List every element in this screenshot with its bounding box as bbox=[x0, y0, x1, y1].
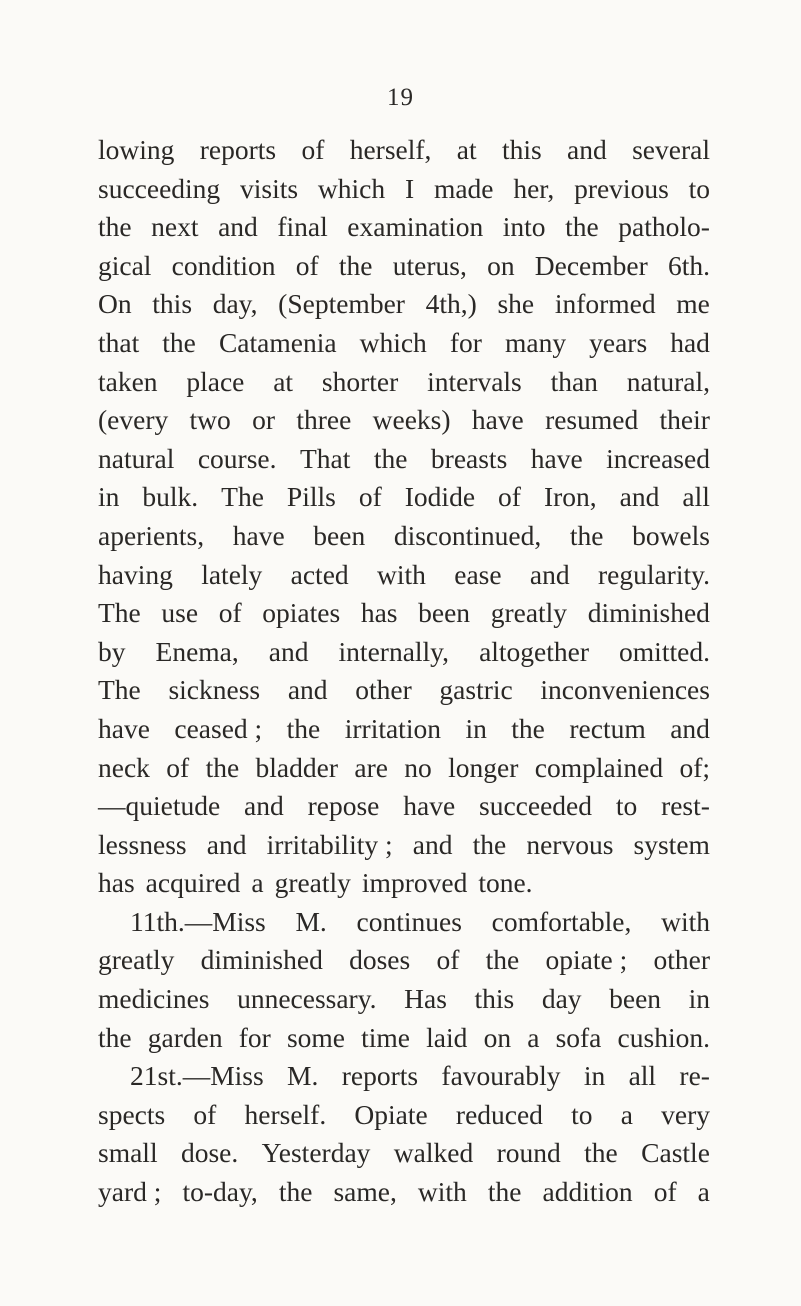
word: comfortable, bbox=[491, 905, 632, 937]
text-line bbox=[98, 285, 710, 324]
word: yard ; bbox=[98, 1176, 162, 1208]
word: time bbox=[361, 1021, 411, 1053]
word: of bbox=[295, 249, 319, 281]
word: visits bbox=[240, 172, 299, 204]
text-line bbox=[98, 903, 710, 942]
word: sickness bbox=[168, 674, 261, 706]
word: system bbox=[633, 828, 710, 860]
word: unnecessary. bbox=[237, 983, 377, 1015]
word: irritability ; bbox=[266, 828, 393, 860]
word: in bbox=[583, 1060, 606, 1092]
word: have bbox=[232, 519, 285, 551]
word: M. bbox=[287, 1060, 319, 1092]
word: continues bbox=[356, 905, 462, 937]
word: has bbox=[98, 867, 135, 899]
word: 4th,) bbox=[425, 288, 477, 320]
word: increased bbox=[606, 442, 710, 474]
word: her, bbox=[513, 172, 555, 204]
word: garden bbox=[147, 1021, 223, 1053]
text-line bbox=[98, 208, 710, 247]
word: longer bbox=[448, 751, 519, 783]
word: on bbox=[483, 1021, 512, 1053]
text-line bbox=[98, 324, 710, 363]
word: previous bbox=[574, 172, 669, 204]
word: of bbox=[358, 481, 382, 513]
word: acquired bbox=[145, 867, 241, 899]
word: sofa bbox=[555, 1021, 602, 1053]
text-line bbox=[98, 363, 710, 402]
word: greatly bbox=[490, 597, 568, 629]
word: internally, bbox=[338, 635, 450, 667]
word: greatly bbox=[274, 867, 351, 899]
word: diminished bbox=[587, 597, 710, 629]
word: or bbox=[252, 404, 276, 436]
word: doses bbox=[349, 944, 411, 976]
word: bowels bbox=[632, 519, 710, 551]
word: at bbox=[273, 365, 294, 397]
word: which bbox=[317, 172, 386, 204]
word: repose bbox=[307, 790, 380, 822]
word: acted bbox=[290, 558, 349, 590]
text-line bbox=[98, 749, 710, 788]
word: in bbox=[98, 481, 120, 513]
word: day bbox=[541, 983, 582, 1015]
word: have bbox=[530, 442, 583, 474]
word: of bbox=[218, 597, 242, 629]
word: taken bbox=[98, 365, 158, 397]
word: and bbox=[206, 828, 247, 860]
word: and bbox=[287, 674, 328, 706]
word: of bbox=[653, 1176, 677, 1208]
word: patholo- bbox=[618, 211, 710, 243]
text-line bbox=[98, 594, 710, 633]
word: gical bbox=[98, 249, 152, 281]
word: M. bbox=[295, 905, 327, 937]
word: to-day, bbox=[182, 1176, 258, 1208]
word: (September bbox=[278, 288, 405, 320]
word: of bbox=[193, 1098, 217, 1130]
word: same, bbox=[333, 1176, 397, 1208]
word: small bbox=[98, 1137, 158, 1169]
word: this bbox=[501, 134, 542, 165]
word: rectum bbox=[569, 712, 646, 744]
word: several bbox=[632, 134, 710, 165]
word: —quietude bbox=[98, 790, 221, 822]
word: of; bbox=[679, 751, 710, 783]
word: three bbox=[296, 404, 352, 436]
word: weeks) bbox=[372, 404, 451, 436]
word: (every bbox=[98, 404, 169, 436]
word: Iron, bbox=[543, 481, 597, 513]
word: had bbox=[670, 326, 710, 358]
word: this bbox=[474, 983, 515, 1015]
word: some bbox=[286, 1021, 345, 1053]
word: lowing bbox=[98, 134, 175, 165]
word: have bbox=[403, 790, 456, 822]
word: of bbox=[498, 481, 521, 513]
word: re- bbox=[679, 1060, 710, 1092]
word: favourably bbox=[441, 1060, 561, 1092]
word: breasts bbox=[430, 442, 508, 474]
page-number: 19 bbox=[387, 84, 414, 111]
text-line bbox=[98, 1134, 710, 1173]
word: with bbox=[661, 905, 710, 937]
text-line bbox=[98, 980, 710, 1019]
word: the bbox=[472, 828, 507, 860]
word: of bbox=[301, 134, 325, 165]
word: nervous bbox=[526, 828, 614, 860]
word: a bbox=[697, 1176, 710, 1208]
word: natural bbox=[98, 442, 175, 474]
text-line bbox=[98, 170, 710, 209]
word: shorter bbox=[321, 365, 399, 397]
text-line bbox=[98, 941, 710, 980]
word: succeeding bbox=[98, 172, 221, 204]
word: Iodide bbox=[404, 481, 476, 513]
text-line bbox=[98, 864, 710, 903]
word: and bbox=[619, 481, 660, 513]
word: in bbox=[688, 983, 710, 1015]
word: with bbox=[377, 558, 426, 590]
text-line bbox=[98, 1173, 710, 1212]
word: been bbox=[418, 597, 471, 629]
word: many bbox=[504, 326, 567, 358]
text-line bbox=[98, 556, 710, 595]
word: lately bbox=[201, 558, 263, 590]
word: Pills bbox=[286, 481, 336, 513]
text-line bbox=[98, 1019, 710, 1058]
word: been bbox=[609, 983, 662, 1015]
word: the bbox=[278, 1176, 313, 1208]
word: this bbox=[152, 288, 193, 320]
word: the bbox=[373, 442, 408, 474]
text-line bbox=[98, 478, 710, 517]
word: have bbox=[98, 712, 150, 744]
word: on bbox=[487, 249, 515, 281]
word: 6th. bbox=[667, 249, 710, 281]
word: laid bbox=[426, 1021, 468, 1053]
word: On bbox=[98, 288, 132, 320]
word: examination bbox=[347, 211, 484, 243]
word: the bbox=[584, 1137, 618, 1169]
word: and bbox=[244, 790, 284, 822]
text-line bbox=[98, 401, 710, 440]
word: rest- bbox=[661, 790, 710, 822]
word: which bbox=[359, 326, 427, 358]
word: Catamenia bbox=[218, 326, 337, 358]
word: of bbox=[166, 751, 190, 783]
text-line bbox=[98, 131, 710, 170]
word: other bbox=[653, 944, 710, 976]
word: irritation bbox=[344, 712, 441, 744]
word: their bbox=[659, 404, 710, 436]
word: condition bbox=[171, 249, 276, 281]
word: the bbox=[98, 1021, 132, 1053]
word: walked bbox=[393, 1137, 474, 1169]
word: The bbox=[221, 481, 264, 513]
word: lessness bbox=[98, 828, 187, 860]
word: and bbox=[567, 134, 607, 165]
word: reports bbox=[341, 1060, 419, 1092]
word: to bbox=[615, 790, 638, 822]
word: opiate ; bbox=[545, 944, 628, 976]
word: succeeded bbox=[479, 790, 592, 822]
word: 21st.—Miss bbox=[130, 1060, 264, 1092]
word: for bbox=[449, 326, 482, 358]
word: herself, bbox=[349, 134, 432, 165]
word: altogether bbox=[479, 635, 590, 667]
word: the bbox=[286, 712, 321, 744]
word: in bbox=[465, 712, 487, 744]
word: the bbox=[569, 519, 604, 551]
word: place bbox=[186, 365, 245, 397]
text-line bbox=[98, 517, 710, 556]
word: made bbox=[433, 172, 494, 204]
word: course. bbox=[197, 442, 277, 474]
word: The bbox=[98, 597, 141, 629]
word: she bbox=[497, 288, 535, 320]
word: to bbox=[571, 1098, 593, 1130]
word: all bbox=[682, 481, 710, 513]
word: at bbox=[456, 134, 477, 165]
word: herself. bbox=[244, 1098, 327, 1130]
word: the bbox=[98, 211, 132, 243]
word: that bbox=[98, 326, 140, 358]
word: two bbox=[189, 404, 231, 436]
word: no bbox=[404, 751, 432, 783]
word: Opiate bbox=[354, 1098, 428, 1130]
word: greatly bbox=[98, 944, 175, 976]
word: and bbox=[412, 828, 453, 860]
word: spects bbox=[98, 1098, 166, 1130]
word: the bbox=[205, 751, 240, 783]
word: has bbox=[360, 597, 398, 629]
word: me bbox=[676, 288, 710, 320]
word: next bbox=[151, 211, 199, 243]
text-line bbox=[98, 787, 710, 826]
word: neck bbox=[98, 751, 150, 783]
text-line bbox=[98, 633, 710, 672]
word: years bbox=[589, 326, 648, 358]
word: reports bbox=[199, 134, 277, 165]
word: resumed bbox=[545, 404, 639, 436]
word: bladder bbox=[255, 751, 338, 783]
word: medicines bbox=[98, 983, 210, 1015]
word: and bbox=[268, 635, 309, 667]
word: bulk. bbox=[142, 481, 199, 513]
word: improved bbox=[361, 867, 468, 899]
text-line bbox=[98, 671, 710, 710]
word: than bbox=[550, 365, 598, 397]
word: opiates bbox=[262, 597, 341, 629]
word: regularity. bbox=[597, 558, 710, 590]
word: other bbox=[355, 674, 412, 706]
word: omitted. bbox=[619, 635, 710, 667]
word: the bbox=[485, 944, 520, 976]
text-line bbox=[98, 826, 710, 865]
word: the bbox=[565, 211, 599, 243]
word: reduced bbox=[455, 1098, 543, 1130]
word: cushion. bbox=[617, 1021, 710, 1053]
word: December bbox=[534, 249, 648, 281]
word: Has bbox=[404, 983, 447, 1015]
word: gastric bbox=[439, 674, 513, 706]
word: and bbox=[529, 558, 570, 590]
word: all bbox=[628, 1060, 657, 1092]
word: informed bbox=[554, 288, 656, 320]
word: ease bbox=[454, 558, 502, 590]
word: I bbox=[404, 172, 415, 204]
word: day, bbox=[212, 288, 258, 320]
word: addition bbox=[542, 1176, 633, 1208]
word: round bbox=[496, 1137, 561, 1169]
word: a bbox=[251, 867, 264, 899]
body-text bbox=[98, 131, 710, 1212]
word: a bbox=[527, 1021, 540, 1053]
word: dose. bbox=[180, 1137, 239, 1169]
word: Yesterday bbox=[261, 1137, 371, 1169]
word: a bbox=[620, 1098, 633, 1130]
word: the bbox=[487, 1176, 522, 1208]
word: very bbox=[661, 1098, 710, 1130]
word: Castle bbox=[641, 1137, 710, 1169]
word: to bbox=[688, 172, 710, 204]
word: with bbox=[417, 1176, 467, 1208]
word: intervals bbox=[427, 365, 522, 397]
word: of bbox=[436, 944, 460, 976]
word: and bbox=[218, 211, 258, 243]
word: complained bbox=[534, 751, 664, 783]
word: for bbox=[238, 1021, 271, 1053]
word: ceased ; bbox=[174, 712, 263, 744]
word: use bbox=[161, 597, 199, 629]
word: the bbox=[511, 712, 545, 744]
word: final bbox=[277, 211, 328, 243]
text-line bbox=[98, 440, 710, 479]
word: aperients, bbox=[98, 519, 205, 551]
text-line bbox=[98, 710, 710, 749]
text-line bbox=[98, 1096, 710, 1135]
word: the bbox=[162, 326, 196, 358]
word: into bbox=[502, 211, 546, 243]
text-line bbox=[98, 1057, 710, 1096]
word: inconveniences bbox=[540, 674, 710, 706]
word: have bbox=[471, 404, 524, 436]
word: having bbox=[98, 558, 173, 590]
word: been bbox=[313, 519, 366, 551]
word: uterus, bbox=[392, 249, 467, 281]
word: by bbox=[98, 635, 126, 667]
word: 11th.—Miss bbox=[130, 905, 266, 937]
word: The bbox=[98, 674, 141, 706]
word: natural, bbox=[626, 365, 710, 397]
word: Enema, bbox=[155, 635, 239, 667]
word: diminished bbox=[200, 944, 323, 976]
word: are bbox=[354, 751, 388, 783]
text-line bbox=[98, 247, 710, 286]
word: discontinued, bbox=[393, 519, 542, 551]
word: the bbox=[338, 249, 373, 281]
word: and bbox=[670, 712, 710, 744]
word: That bbox=[299, 442, 351, 474]
word: tone. bbox=[478, 867, 533, 899]
